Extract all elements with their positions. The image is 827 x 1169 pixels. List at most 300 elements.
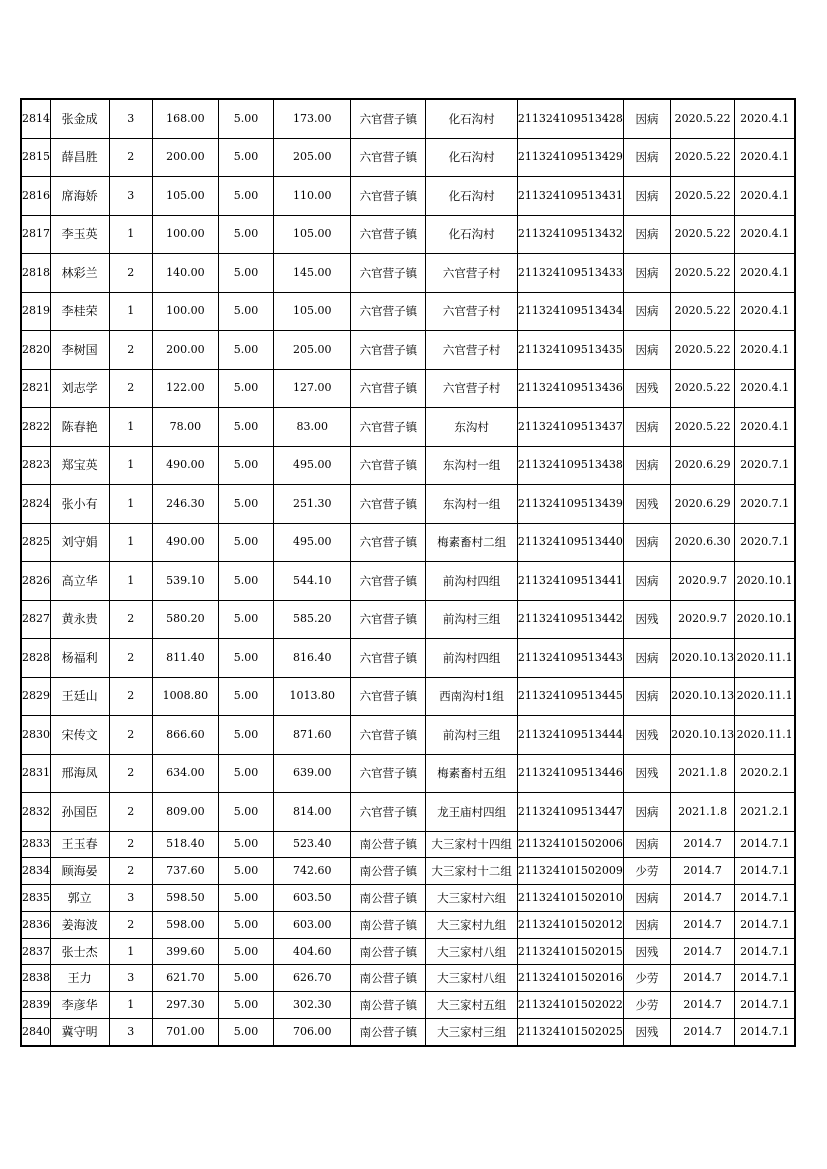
cell-number: 2834 bbox=[21, 858, 50, 885]
cell-approval-date: 2020.6.30 bbox=[671, 523, 735, 562]
cell-village: 大三家村八组 bbox=[426, 965, 517, 992]
cell-reason: 因病 bbox=[623, 408, 670, 447]
table-row bbox=[21, 965, 795, 992]
cell-name: 冀守明 bbox=[50, 1019, 109, 1046]
cell-number: 2820 bbox=[21, 331, 50, 370]
cell-name: 王玉春 bbox=[50, 831, 109, 858]
cell-approval-date: 2021.1.8 bbox=[671, 754, 735, 793]
cell-town: 六官营子镇 bbox=[351, 754, 426, 793]
table-row bbox=[21, 331, 795, 370]
cell-household-size: 3 bbox=[109, 99, 152, 138]
cell-total: 145.00 bbox=[274, 254, 351, 293]
cell-start-date: 2020.4.1 bbox=[735, 215, 795, 254]
cell-village: 大三家村十四组 bbox=[426, 831, 517, 858]
cell-total: 814.00 bbox=[274, 793, 351, 832]
cell-start-date: 2020.7.1 bbox=[735, 446, 795, 485]
cell-reason: 因残 bbox=[623, 754, 670, 793]
cell-reason: 因病 bbox=[623, 523, 670, 562]
cell-total: 110.00 bbox=[274, 177, 351, 216]
cell-name: 张士杰 bbox=[50, 938, 109, 965]
cell-approval-date: 2021.1.8 bbox=[671, 793, 735, 832]
cell-village: 西南沟村1组 bbox=[426, 677, 517, 716]
cell-start-date: 2020.4.1 bbox=[735, 408, 795, 447]
cell-household-size: 3 bbox=[109, 177, 152, 216]
cell-name: 郭立 bbox=[50, 885, 109, 912]
cell-town: 六官营子镇 bbox=[351, 292, 426, 331]
cell-start-date: 2020.11.1 bbox=[735, 716, 795, 755]
cell-household-size: 1 bbox=[109, 292, 152, 331]
cell-total: 742.60 bbox=[274, 858, 351, 885]
cell-number: 2823 bbox=[21, 446, 50, 485]
cell-total: 626.70 bbox=[274, 965, 351, 992]
cell-name: 王力 bbox=[50, 965, 109, 992]
cell-village: 六官营子村 bbox=[426, 292, 517, 331]
cell-name: 郑宝英 bbox=[50, 446, 109, 485]
cell-number: 2829 bbox=[21, 677, 50, 716]
cell-reason: 因病 bbox=[623, 292, 670, 331]
cell-household-id: 211324109513434 bbox=[517, 292, 623, 331]
cell-total: 105.00 bbox=[274, 215, 351, 254]
cell-total: 816.40 bbox=[274, 639, 351, 678]
cell-village: 东沟村 bbox=[426, 408, 517, 447]
cell-approval-date: 2014.7 bbox=[671, 1019, 735, 1046]
cell-total: 585.20 bbox=[274, 600, 351, 639]
cell-household-id: 211324109513440 bbox=[517, 523, 623, 562]
cell-total: 127.00 bbox=[274, 369, 351, 408]
cell-household-size: 2 bbox=[109, 831, 152, 858]
cell-household-id: 211324109513428 bbox=[517, 99, 623, 138]
cell-name: 陈春艳 bbox=[50, 408, 109, 447]
cell-supplement: 5.00 bbox=[218, 1019, 273, 1046]
cell-reason: 因病 bbox=[623, 331, 670, 370]
cell-household-id: 211324109513429 bbox=[517, 138, 623, 177]
cell-household-id: 211324109513438 bbox=[517, 446, 623, 485]
cell-approval-date: 2020.6.29 bbox=[671, 485, 735, 524]
cell-number: 2839 bbox=[21, 992, 50, 1019]
cell-reason: 因病 bbox=[623, 911, 670, 938]
cell-household-id: 211324109513439 bbox=[517, 485, 623, 524]
cell-approval-date: 2014.7 bbox=[671, 992, 735, 1019]
cell-name: 邢海凤 bbox=[50, 754, 109, 793]
cell-number: 2832 bbox=[21, 793, 50, 832]
cell-household-id: 211324101502012 bbox=[517, 911, 623, 938]
cell-number: 2816 bbox=[21, 177, 50, 216]
cell-household-id: 211324101502009 bbox=[517, 858, 623, 885]
cell-household-size: 1 bbox=[109, 215, 152, 254]
cell-supplement: 5.00 bbox=[218, 600, 273, 639]
cell-supplement: 5.00 bbox=[218, 99, 273, 138]
cell-start-date: 2014.7.1 bbox=[735, 885, 795, 912]
cell-supplement: 5.00 bbox=[218, 177, 273, 216]
cell-supplement: 5.00 bbox=[218, 292, 273, 331]
cell-start-date: 2020.10.1 bbox=[735, 600, 795, 639]
cell-number: 2835 bbox=[21, 885, 50, 912]
cell-approval-date: 2020.10.13 bbox=[671, 677, 735, 716]
cell-supplement: 5.00 bbox=[218, 938, 273, 965]
cell-start-date: 2020.4.1 bbox=[735, 177, 795, 216]
cell-village: 大三家村九组 bbox=[426, 911, 517, 938]
cell-household-size: 3 bbox=[109, 885, 152, 912]
cell-number: 2826 bbox=[21, 562, 50, 601]
cell-amount: 200.00 bbox=[152, 331, 218, 370]
table-row bbox=[21, 562, 795, 601]
cell-supplement: 5.00 bbox=[218, 831, 273, 858]
cell-supplement: 5.00 bbox=[218, 562, 273, 601]
cell-amount: 100.00 bbox=[152, 292, 218, 331]
cell-reason: 因病 bbox=[623, 446, 670, 485]
cell-amount: 246.30 bbox=[152, 485, 218, 524]
cell-supplement: 5.00 bbox=[218, 369, 273, 408]
table-row bbox=[21, 793, 795, 832]
table-row bbox=[21, 177, 795, 216]
cell-amount: 598.50 bbox=[152, 885, 218, 912]
cell-amount: 399.60 bbox=[152, 938, 218, 965]
cell-approval-date: 2014.7 bbox=[671, 938, 735, 965]
cell-household-size: 1 bbox=[109, 485, 152, 524]
cell-total: 603.00 bbox=[274, 911, 351, 938]
cell-amount: 621.70 bbox=[152, 965, 218, 992]
cell-start-date: 2014.7.1 bbox=[735, 992, 795, 1019]
table-row bbox=[21, 938, 795, 965]
cell-start-date: 2020.4.1 bbox=[735, 331, 795, 370]
cell-number: 2828 bbox=[21, 639, 50, 678]
cell-number: 2838 bbox=[21, 965, 50, 992]
cell-amount: 168.00 bbox=[152, 99, 218, 138]
cell-town: 六官营子镇 bbox=[351, 716, 426, 755]
cell-name: 张小有 bbox=[50, 485, 109, 524]
cell-village: 六官营子村 bbox=[426, 331, 517, 370]
cell-approval-date: 2014.7 bbox=[671, 911, 735, 938]
table-row bbox=[21, 254, 795, 293]
cell-town: 南公营子镇 bbox=[351, 831, 426, 858]
cell-household-size: 2 bbox=[109, 793, 152, 832]
cell-household-size: 1 bbox=[109, 562, 152, 601]
cell-household-size: 2 bbox=[109, 754, 152, 793]
cell-start-date: 2014.7.1 bbox=[735, 911, 795, 938]
cell-supplement: 5.00 bbox=[218, 677, 273, 716]
cell-village: 前沟村四组 bbox=[426, 639, 517, 678]
cell-supplement: 5.00 bbox=[218, 716, 273, 755]
cell-reason: 少劳 bbox=[623, 992, 670, 1019]
cell-name: 孙国臣 bbox=[50, 793, 109, 832]
cell-village: 大三家村五组 bbox=[426, 992, 517, 1019]
cell-town: 六官营子镇 bbox=[351, 408, 426, 447]
cell-number: 2817 bbox=[21, 215, 50, 254]
cell-town: 南公营子镇 bbox=[351, 938, 426, 965]
cell-reason: 因病 bbox=[623, 138, 670, 177]
cell-town: 南公营子镇 bbox=[351, 911, 426, 938]
cell-supplement: 5.00 bbox=[218, 754, 273, 793]
cell-total: 495.00 bbox=[274, 446, 351, 485]
cell-total: 1013.80 bbox=[274, 677, 351, 716]
table-row bbox=[21, 992, 795, 1019]
cell-approval-date: 2014.7 bbox=[671, 831, 735, 858]
cell-household-id: 211324109513437 bbox=[517, 408, 623, 447]
cell-start-date: 2020.4.1 bbox=[735, 369, 795, 408]
cell-town: 六官营子镇 bbox=[351, 446, 426, 485]
cell-household-size: 2 bbox=[109, 138, 152, 177]
cell-number: 2837 bbox=[21, 938, 50, 965]
cell-village: 六官营子村 bbox=[426, 254, 517, 293]
cell-household-size: 2 bbox=[109, 677, 152, 716]
table-row bbox=[21, 600, 795, 639]
cell-amount: 78.00 bbox=[152, 408, 218, 447]
cell-town: 六官营子镇 bbox=[351, 215, 426, 254]
cell-household-id: 211324109513446 bbox=[517, 754, 623, 793]
cell-household-size: 1 bbox=[109, 446, 152, 485]
cell-household-id: 211324109513432 bbox=[517, 215, 623, 254]
cell-amount: 297.30 bbox=[152, 992, 218, 1019]
relief-roster-table bbox=[20, 98, 796, 1047]
cell-total: 495.00 bbox=[274, 523, 351, 562]
cell-household-size: 1 bbox=[109, 938, 152, 965]
cell-reason: 因残 bbox=[623, 716, 670, 755]
cell-supplement: 5.00 bbox=[218, 446, 273, 485]
cell-household-size: 2 bbox=[109, 639, 152, 678]
cell-amount: 140.00 bbox=[152, 254, 218, 293]
table-row bbox=[21, 523, 795, 562]
cell-amount: 539.10 bbox=[152, 562, 218, 601]
cell-household-id: 211324109513433 bbox=[517, 254, 623, 293]
cell-name: 宋传文 bbox=[50, 716, 109, 755]
cell-supplement: 5.00 bbox=[218, 793, 273, 832]
cell-name: 林彩兰 bbox=[50, 254, 109, 293]
cell-village: 大三家村三组 bbox=[426, 1019, 517, 1046]
cell-amount: 737.60 bbox=[152, 858, 218, 885]
cell-number: 2815 bbox=[21, 138, 50, 177]
table-row bbox=[21, 677, 795, 716]
cell-start-date: 2014.7.1 bbox=[735, 831, 795, 858]
cell-supplement: 5.00 bbox=[218, 911, 273, 938]
cell-household-size: 1 bbox=[109, 408, 152, 447]
cell-approval-date: 2020.9.7 bbox=[671, 562, 735, 601]
cell-village: 东沟村一组 bbox=[426, 446, 517, 485]
cell-total: 83.00 bbox=[274, 408, 351, 447]
cell-town: 六官营子镇 bbox=[351, 99, 426, 138]
cell-reason: 因病 bbox=[623, 562, 670, 601]
cell-town: 六官营子镇 bbox=[351, 639, 426, 678]
cell-start-date: 2020.4.1 bbox=[735, 254, 795, 293]
cell-town: 南公营子镇 bbox=[351, 992, 426, 1019]
cell-household-size: 2 bbox=[109, 369, 152, 408]
cell-village: 大三家村十二组 bbox=[426, 858, 517, 885]
cell-town: 南公营子镇 bbox=[351, 885, 426, 912]
cell-household-id: 211324101502022 bbox=[517, 992, 623, 1019]
cell-amount: 701.00 bbox=[152, 1019, 218, 1046]
cell-reason: 因病 bbox=[623, 177, 670, 216]
cell-supplement: 5.00 bbox=[218, 965, 273, 992]
cell-town: 六官营子镇 bbox=[351, 254, 426, 293]
cell-supplement: 5.00 bbox=[218, 858, 273, 885]
cell-name: 顾海晏 bbox=[50, 858, 109, 885]
cell-reason: 因病 bbox=[623, 677, 670, 716]
cell-supplement: 5.00 bbox=[218, 992, 273, 1019]
cell-town: 六官营子镇 bbox=[351, 793, 426, 832]
cell-reason: 少劳 bbox=[623, 858, 670, 885]
cell-town: 六官营子镇 bbox=[351, 177, 426, 216]
cell-approval-date: 2020.5.22 bbox=[671, 215, 735, 254]
cell-name: 李树国 bbox=[50, 331, 109, 370]
cell-name: 李玉英 bbox=[50, 215, 109, 254]
cell-household-id: 211324101502006 bbox=[517, 831, 623, 858]
cell-village: 前沟村三组 bbox=[426, 716, 517, 755]
cell-total: 544.10 bbox=[274, 562, 351, 601]
cell-amount: 490.00 bbox=[152, 523, 218, 562]
table-row bbox=[21, 885, 795, 912]
cell-approval-date: 2020.5.22 bbox=[671, 138, 735, 177]
table-row bbox=[21, 215, 795, 254]
cell-household-id: 211324101502025 bbox=[517, 1019, 623, 1046]
cell-approval-date: 2020.5.22 bbox=[671, 292, 735, 331]
cell-household-size: 3 bbox=[109, 1019, 152, 1046]
cell-amount: 580.20 bbox=[152, 600, 218, 639]
table-row bbox=[21, 99, 795, 138]
table-row bbox=[21, 408, 795, 447]
cell-total: 871.60 bbox=[274, 716, 351, 755]
cell-household-id: 211324109513444 bbox=[517, 716, 623, 755]
cell-name: 李彦华 bbox=[50, 992, 109, 1019]
table-row bbox=[21, 138, 795, 177]
cell-number: 2830 bbox=[21, 716, 50, 755]
cell-approval-date: 2020.5.22 bbox=[671, 254, 735, 293]
cell-number: 2821 bbox=[21, 369, 50, 408]
cell-reason: 因病 bbox=[623, 99, 670, 138]
cell-reason: 因残 bbox=[623, 938, 670, 965]
cell-total: 205.00 bbox=[274, 138, 351, 177]
table-row bbox=[21, 831, 795, 858]
cell-household-size: 1 bbox=[109, 992, 152, 1019]
cell-village: 梅素畜村二组 bbox=[426, 523, 517, 562]
cell-start-date: 2014.7.1 bbox=[735, 938, 795, 965]
cell-total: 173.00 bbox=[274, 99, 351, 138]
cell-start-date: 2020.4.1 bbox=[735, 138, 795, 177]
cell-number: 2827 bbox=[21, 600, 50, 639]
cell-amount: 811.40 bbox=[152, 639, 218, 678]
cell-name: 薛昌胜 bbox=[50, 138, 109, 177]
cell-start-date: 2020.7.1 bbox=[735, 523, 795, 562]
cell-name: 黄永贵 bbox=[50, 600, 109, 639]
cell-household-id: 211324109513441 bbox=[517, 562, 623, 601]
cell-name: 王廷山 bbox=[50, 677, 109, 716]
cell-total: 603.50 bbox=[274, 885, 351, 912]
cell-total: 404.60 bbox=[274, 938, 351, 965]
table-row bbox=[21, 858, 795, 885]
cell-amount: 634.00 bbox=[152, 754, 218, 793]
cell-amount: 490.00 bbox=[152, 446, 218, 485]
table-row bbox=[21, 911, 795, 938]
table-row bbox=[21, 292, 795, 331]
cell-household-id: 211324101502016 bbox=[517, 965, 623, 992]
cell-approval-date: 2014.7 bbox=[671, 858, 735, 885]
cell-reason: 因病 bbox=[623, 254, 670, 293]
cell-name: 席海娇 bbox=[50, 177, 109, 216]
cell-amount: 200.00 bbox=[152, 138, 218, 177]
cell-household-size: 2 bbox=[109, 254, 152, 293]
cell-village: 龙王庙村四组 bbox=[426, 793, 517, 832]
table-row bbox=[21, 485, 795, 524]
cell-household-id: 211324109513442 bbox=[517, 600, 623, 639]
cell-town: 六官营子镇 bbox=[351, 369, 426, 408]
cell-start-date: 2020.2.1 bbox=[735, 754, 795, 793]
cell-village: 大三家村六组 bbox=[426, 885, 517, 912]
cell-supplement: 5.00 bbox=[218, 523, 273, 562]
cell-supplement: 5.00 bbox=[218, 254, 273, 293]
cell-name: 刘志学 bbox=[50, 369, 109, 408]
cell-household-size: 2 bbox=[109, 858, 152, 885]
cell-total: 302.30 bbox=[274, 992, 351, 1019]
cell-amount: 122.00 bbox=[152, 369, 218, 408]
cell-household-id: 211324109513447 bbox=[517, 793, 623, 832]
cell-start-date: 2014.7.1 bbox=[735, 1019, 795, 1046]
cell-town: 南公营子镇 bbox=[351, 1019, 426, 1046]
cell-start-date: 2020.11.1 bbox=[735, 639, 795, 678]
cell-town: 六官营子镇 bbox=[351, 138, 426, 177]
cell-household-id: 211324109513436 bbox=[517, 369, 623, 408]
cell-number: 2825 bbox=[21, 523, 50, 562]
cell-household-size: 2 bbox=[109, 600, 152, 639]
cell-village: 前沟村三组 bbox=[426, 600, 517, 639]
cell-village: 梅素畜村五组 bbox=[426, 754, 517, 793]
cell-number: 2814 bbox=[21, 99, 50, 138]
table-row bbox=[21, 369, 795, 408]
cell-total: 639.00 bbox=[274, 754, 351, 793]
cell-town: 六官营子镇 bbox=[351, 562, 426, 601]
cell-household-size: 2 bbox=[109, 331, 152, 370]
cell-town: 六官营子镇 bbox=[351, 331, 426, 370]
table-row bbox=[21, 639, 795, 678]
cell-reason: 因残 bbox=[623, 600, 670, 639]
cell-supplement: 5.00 bbox=[218, 885, 273, 912]
cell-town: 六官营子镇 bbox=[351, 485, 426, 524]
cell-amount: 809.00 bbox=[152, 793, 218, 832]
cell-village: 化石沟村 bbox=[426, 215, 517, 254]
cell-reason: 因病 bbox=[623, 793, 670, 832]
cell-start-date: 2020.7.1 bbox=[735, 485, 795, 524]
cell-number: 2840 bbox=[21, 1019, 50, 1046]
cell-household-id: 211324109513445 bbox=[517, 677, 623, 716]
cell-town: 六官营子镇 bbox=[351, 600, 426, 639]
cell-supplement: 5.00 bbox=[218, 215, 273, 254]
cell-town: 六官营子镇 bbox=[351, 523, 426, 562]
cell-town: 南公营子镇 bbox=[351, 858, 426, 885]
cell-total: 105.00 bbox=[274, 292, 351, 331]
cell-approval-date: 2020.9.7 bbox=[671, 600, 735, 639]
cell-reason: 因残 bbox=[623, 1019, 670, 1046]
cell-household-id: 211324101502015 bbox=[517, 938, 623, 965]
cell-reason: 因病 bbox=[623, 215, 670, 254]
cell-amount: 105.00 bbox=[152, 177, 218, 216]
cell-village: 六官营子村 bbox=[426, 369, 517, 408]
cell-reason: 因残 bbox=[623, 485, 670, 524]
cell-name: 刘守娟 bbox=[50, 523, 109, 562]
table-row bbox=[21, 754, 795, 793]
cell-name: 张金成 bbox=[50, 99, 109, 138]
cell-amount: 518.40 bbox=[152, 831, 218, 858]
cell-approval-date: 2020.5.22 bbox=[671, 331, 735, 370]
cell-start-date: 2020.10.1 bbox=[735, 562, 795, 601]
cell-supplement: 5.00 bbox=[218, 639, 273, 678]
cell-reason: 因病 bbox=[623, 639, 670, 678]
cell-approval-date: 2014.7 bbox=[671, 965, 735, 992]
cell-household-id: 211324101502010 bbox=[517, 885, 623, 912]
cell-village: 东沟村一组 bbox=[426, 485, 517, 524]
cell-start-date: 2020.4.1 bbox=[735, 292, 795, 331]
cell-number: 2822 bbox=[21, 408, 50, 447]
cell-approval-date: 2020.5.22 bbox=[671, 99, 735, 138]
cell-village: 化石沟村 bbox=[426, 99, 517, 138]
table-row bbox=[21, 1019, 795, 1046]
cell-reason: 少劳 bbox=[623, 965, 670, 992]
